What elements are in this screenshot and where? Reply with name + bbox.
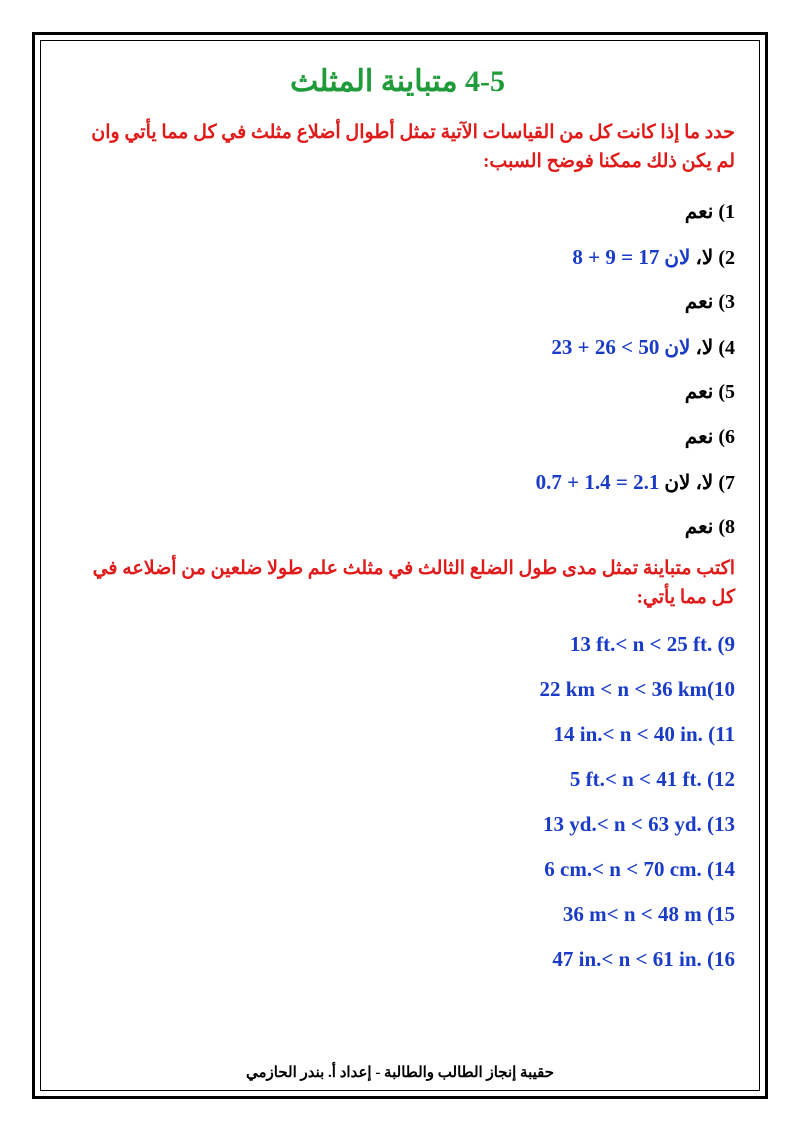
inequality-text: 47 in.< n < 61 in. (16 (552, 947, 735, 971)
inequality-row (70, 757, 735, 802)
inequality-row (70, 667, 735, 712)
answer-reason: لان (664, 337, 691, 359)
answer-number: 3) (718, 291, 735, 313)
inequality-row (70, 622, 735, 667)
inequalities-list (70, 622, 735, 982)
inequality-text: 22 km < n < 36 km(10 (539, 677, 735, 701)
answer-text: لا، (695, 337, 714, 359)
answer-text: نعم (684, 201, 714, 223)
answer-math: 0.7 + 1.4 = 2.1 (535, 470, 660, 494)
inequality-row (70, 847, 735, 892)
inequality-row (70, 802, 735, 847)
answer-row (70, 280, 735, 325)
inequality-text: 14 in.< n < 40 in. (11 (553, 722, 735, 746)
answers-list (70, 190, 735, 550)
answer-row (70, 505, 735, 550)
answer-number: 7) (718, 472, 735, 494)
worksheet-content (70, 62, 735, 982)
inequality-row (70, 712, 735, 757)
inequality-text: 13 yd.< n < 63 yd. (13 (543, 812, 735, 836)
instruction-text-1: حدد ما إذا كانت كل من القياسات الآتية تمثل أطوال أضلاع مثلث في كل مما يأتي وان لم يكن ذلك ممكنا فوضح السبب: (91, 122, 735, 172)
inequality-text: 5 ft.< n < 41 ft. (12 (569, 767, 735, 791)
inequality-text: 36 m< n < 48 m (15 (562, 902, 735, 926)
answer-text: نعم (684, 291, 714, 313)
inequality-row (70, 892, 735, 937)
page-title: 4-5 متباينة المثلث (289, 65, 506, 98)
answer-row (70, 325, 735, 370)
answer-math: 23 + 26 < 50 (551, 335, 660, 359)
answer-number: 4) (718, 337, 735, 359)
answer-reason: لان (664, 247, 691, 269)
answer-number: 2) (718, 247, 735, 269)
answer-row (70, 370, 735, 415)
answer-number: 6) (718, 426, 735, 448)
inequality-text: 13 ft.< n < 25 ft. (9 (569, 632, 735, 656)
answer-text: لا، (695, 472, 714, 494)
answer-reason: لان (664, 472, 691, 494)
answer-text: لا، (695, 247, 714, 269)
answer-number: 1) (718, 201, 735, 223)
answer-text: نعم (684, 426, 714, 448)
inequality-row (70, 937, 735, 982)
answer-number: 8) (718, 516, 735, 538)
answer-math: 8 + 9 = 17 (572, 245, 660, 269)
answer-row (70, 460, 735, 505)
answer-number: 5) (718, 381, 735, 403)
answer-row (70, 235, 735, 280)
answer-text: نعم (684, 516, 714, 538)
answer-row (70, 415, 735, 460)
page-footer: حقيبة إنجاز الطالب والطالبة - إعداد أ. بندر الحازمي (245, 1065, 555, 1081)
answer-text: نعم (684, 381, 714, 403)
answer-row (70, 190, 735, 235)
instruction-text-2: اكتب متباينة تمثل مدى طول الضلع الثالث في مثلث علم طولا ضلعين من أضلاعه في كل مما يأتي: (92, 558, 735, 608)
inequality-text: 6 cm.< n < 70 cm. (14 (544, 857, 735, 881)
